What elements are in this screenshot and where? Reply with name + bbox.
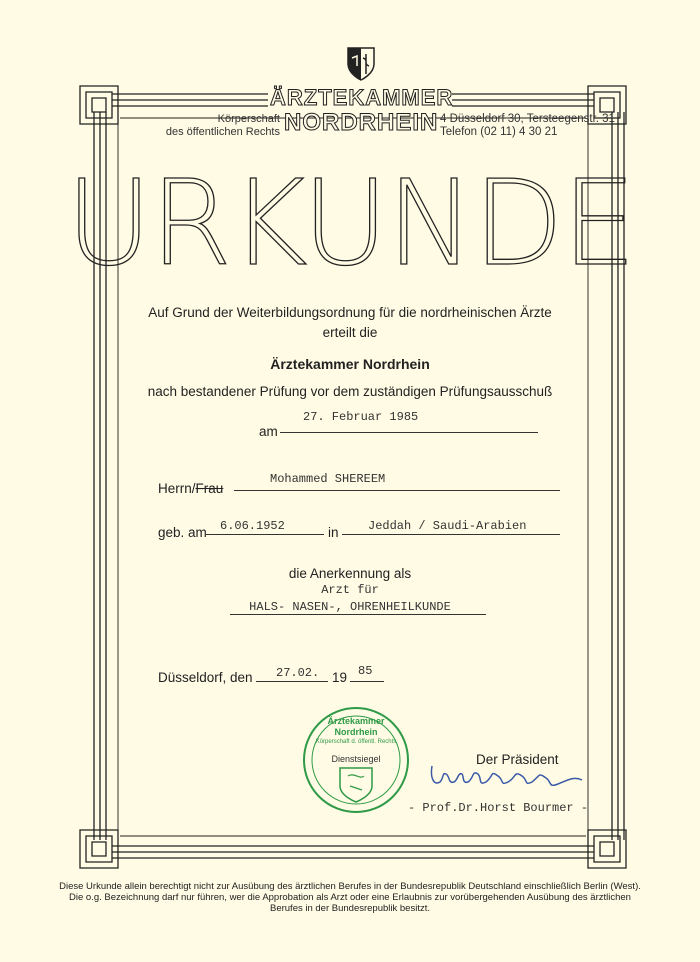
- issuer-name: Ärztekammer Nordrhein: [270, 356, 430, 372]
- recognition-line: die Anerkennung als: [288, 566, 412, 581]
- issue-date: 27.02.: [276, 666, 320, 680]
- address-line-1: 4 Düsseldorf 30, Tersteegenstr. 31: [440, 113, 615, 125]
- footer-line-1: Diese Urkunde allein berechtigt nicht zur Ausübung des ärztlichen Berufes in der Bundesrepublik Deutschland einschließlich Berlin (West).: [59, 881, 641, 892]
- signature-icon: [428, 758, 588, 792]
- footer-line-2: Die o.g. Bezeichnung darf nur führen, wer die Approbation als Arzt oder eine Erlaubnis zur vorübergehenden Ausübung des ärztlichen: [69, 892, 631, 903]
- chamber-name-bottom: NORDRHEIN: [284, 109, 439, 136]
- intro-line-2: erteilt die: [322, 325, 378, 340]
- place-date-label: Düsseldorf, den: [158, 670, 253, 685]
- footer-line-3: Berufes in der Bundesrepublik besitzt.: [269, 903, 430, 914]
- seal-line-1: Ärztekammer: [327, 716, 385, 726]
- specialty-underline: [230, 614, 486, 615]
- name-underline: [234, 490, 560, 491]
- official-seal: [302, 706, 410, 814]
- birth-place-label: in: [328, 525, 339, 540]
- intro-line-1: Auf Grund der Weiterbildungsordnung für die nordrheinischen Ärzte: [148, 305, 552, 320]
- issue-year-underline: [350, 681, 384, 682]
- exam-line: nach bestandener Prüfung vor dem zuständigen Prüfungsausschuß: [147, 384, 553, 399]
- specialty: HALS- NASEN-, OHRENHEILKUNDE: [249, 600, 451, 614]
- birth-place-underline: [342, 534, 560, 535]
- date-underline: [280, 432, 538, 433]
- issue-year-suffix: 85: [358, 664, 373, 678]
- issue-date-underline: [256, 681, 328, 682]
- birth-date-underline: [206, 534, 324, 535]
- corporation-line-1: Körperschaft: [217, 113, 280, 125]
- seal-line-2: Nordrhein: [334, 727, 378, 737]
- birth-date-label: geb. am: [158, 525, 207, 540]
- coat-of-arms-icon: [346, 46, 376, 82]
- birth-date: 6.06.1952: [220, 519, 285, 533]
- document-title: URKUNDE: [65, 154, 635, 292]
- name-label: Herrn/Frau: [158, 481, 224, 496]
- birth-place: Jeddah / Saudi-Arabien: [368, 519, 527, 533]
- issue-year-prefix: 19: [332, 670, 348, 685]
- awarded-title: Arzt für: [321, 583, 379, 597]
- seal-line-4: Dienstsiegel: [331, 754, 381, 764]
- address-line-2: Telefon (02 11) 4 30 21: [440, 126, 558, 138]
- holder-name: Mohammed SHEREEM: [270, 472, 386, 486]
- president-name: - Prof.Dr.Horst Bourmer -: [408, 801, 589, 815]
- exam-date: 27. Februar 1985: [303, 410, 419, 424]
- seal-line-3: Körperschaft d. öffentl. Rechts: [315, 739, 397, 745]
- president-label: Der Präsident: [476, 752, 559, 767]
- corporation-line-2: des öffentlichen Rechts: [165, 126, 280, 138]
- chamber-name-top: ÄRZTEKAMMER: [270, 85, 454, 110]
- date-label: am: [259, 424, 278, 439]
